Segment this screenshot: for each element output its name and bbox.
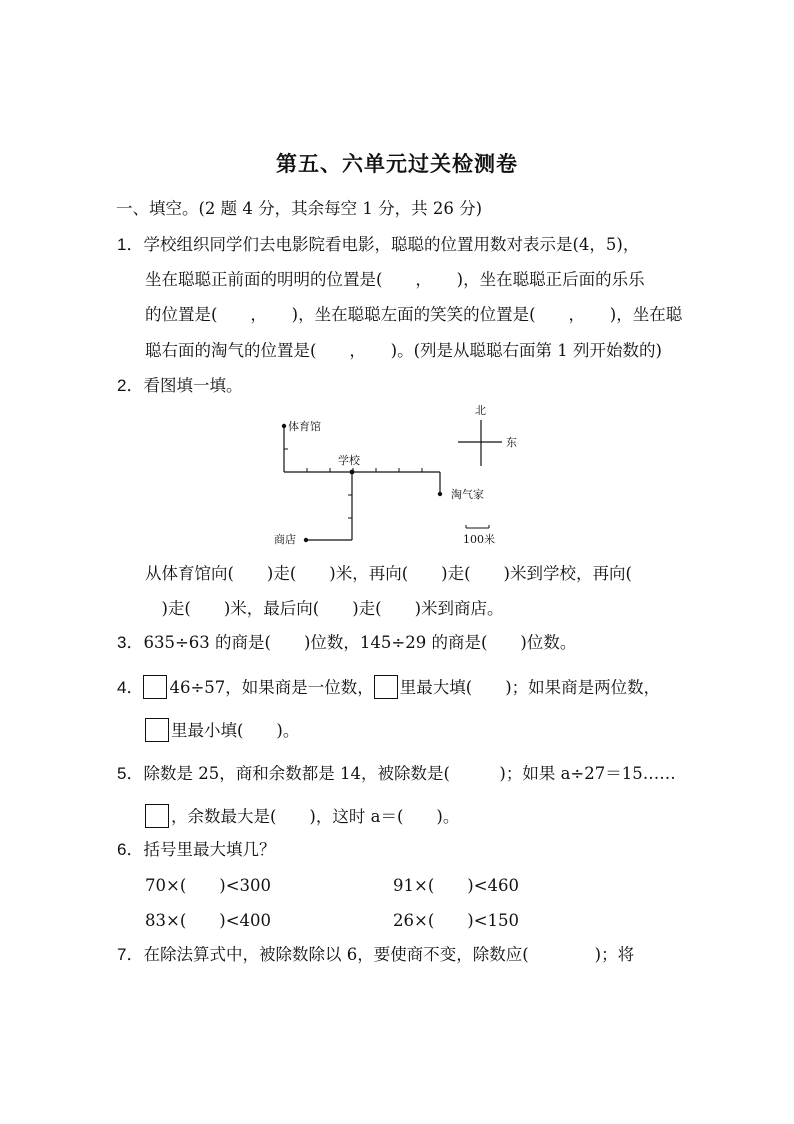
q1-line3: 的位置是( ， )，坐在聪聪左面的笑笑的位置是( ， )，坐在聪 xyxy=(145,305,683,324)
q6-text: 括号里最大填几？ xyxy=(143,840,276,859)
q6-item: 70×( )<300 xyxy=(145,876,272,895)
q6 xyxy=(117,839,275,861)
q7 xyxy=(117,944,634,966)
q1-line1: 学校组织同学们去电影院看电影，聪聪的位置用数对表示是(4，5)， xyxy=(143,235,640,254)
q5-number: 5． xyxy=(117,764,144,783)
q3-number: 3． xyxy=(117,633,144,652)
east-label: 东 xyxy=(506,436,517,449)
taoqi-label: 淘气家 xyxy=(451,488,484,501)
north-label: 北 xyxy=(475,404,486,417)
q4-number: 4． xyxy=(117,678,144,697)
shop-label: 商店 xyxy=(274,533,296,546)
q1-line4: 聪右面的淘气的位置是( ， )。(列是从聪聪右面第 1 列开始数的) xyxy=(145,341,662,360)
q5 xyxy=(117,763,676,785)
route-map xyxy=(270,400,530,550)
answer-box xyxy=(374,675,398,699)
gym-point xyxy=(282,424,286,428)
q5-line1: 除数是 25，商和余数都是 14，被除数是( )；如果 a÷27＝15…… xyxy=(143,764,676,783)
q4 xyxy=(117,675,660,699)
q7-number: 7． xyxy=(117,945,144,964)
q4-part-c: 里最小填( )。 xyxy=(171,721,300,740)
q2 xyxy=(117,375,242,397)
answer-box xyxy=(145,718,169,742)
q5-line2-text: ，余数最大是( )，这时 a＝( )。 xyxy=(171,807,460,826)
q6-item: 26×( )<150 xyxy=(393,911,520,930)
answer-box xyxy=(143,675,167,699)
q2-text: 看图填一填。 xyxy=(143,376,243,395)
shop-point xyxy=(304,538,308,542)
q6-number: 6． xyxy=(117,840,144,859)
q6-item: 83×( )<400 xyxy=(145,911,272,930)
q1-number: 1． xyxy=(117,235,144,254)
q1 xyxy=(117,234,639,256)
q7-text: 在除法算式中，被除数除以 6，要使商不变，除数应( )；将 xyxy=(143,945,635,964)
q6-item: 91×( )<460 xyxy=(393,876,520,895)
q1-line2: 坐在聪聪正前面的明明的位置是( ， )，坐在聪聪正后面的乐乐 xyxy=(145,270,645,289)
q3 xyxy=(117,632,576,654)
answer-box xyxy=(145,804,169,828)
q4-part-a: 46÷57，如果商是一位数， xyxy=(169,678,374,697)
page-title: 第五、六单元过关检测卷 xyxy=(276,152,518,176)
q2-line1: 从体育馆向( )走( )米，再向( )走( )米到学校，再向( xyxy=(145,564,632,583)
q3-text: 635÷63 的商是( )位数，145÷29 的商是( )位数。 xyxy=(143,633,577,652)
section-heading: 一、填空。(2 题 4 分，其余每空 1 分，共 26 分) xyxy=(116,199,483,218)
school-label: 学校 xyxy=(338,454,360,467)
q2-number: 2． xyxy=(117,376,144,395)
q4-line2 xyxy=(145,718,299,742)
q5-line2 xyxy=(145,804,459,828)
q2-line2: )走( )米，最后向( )走( )米到商店。 xyxy=(145,599,504,618)
scale-label: 100米 xyxy=(463,533,495,546)
gym-label: 体育馆 xyxy=(288,420,321,433)
taoqi-home-point xyxy=(438,492,442,496)
q4-part-b: 里最大填( )；如果商是两位数， xyxy=(399,678,661,697)
